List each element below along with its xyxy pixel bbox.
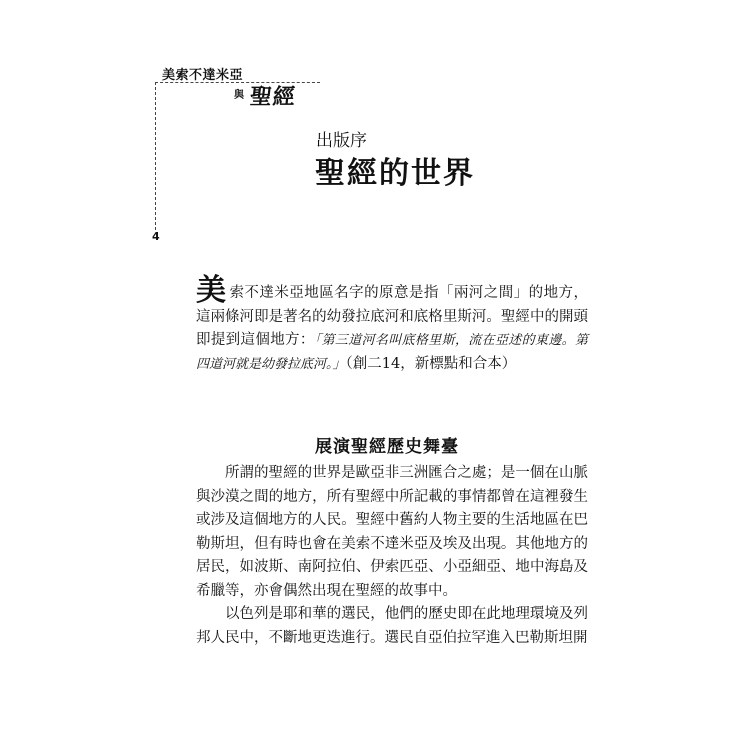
body-paragraph: 所謂的聖經的世界是歐亞非三洲匯合之處；是一個在山脈與沙漠之間的地方，所有聖經中所記載的事情都曾在這裡發生或涉及這個地方的人民。聖經中舊約人物主要的生活地區在巴勒斯坦，但有時也會在美索不達米亞及埃及出現。其他地方的居民，如波斯、南阿拉伯、伊索匹亞、小亞細亞、地中海島及希臘等，亦會偶然出現在聖經的故事中。: [196, 465, 588, 599]
preface-label: 出版序: [316, 131, 367, 151]
drop-cap: 美: [196, 273, 227, 308]
body-paragraph: 以色列是耶和華的選民，他們的歷史即在此地理環境及列邦人民中，不斷地更迭進行。選民自亞伯拉罕進入巴勒斯坦開: [196, 606, 588, 646]
section-heading: 展演聖經歷史舞臺: [315, 437, 459, 457]
intro-text: 索不達米亞地區名字的原意是指「兩河之間」的地方，這兩條河即是著名的幼發拉底河和底格里斯河。聖經中的開頭即提到這個地方：: [196, 285, 589, 348]
margin-rule: [155, 82, 156, 230]
running-header-subtitle: 聖經: [248, 85, 298, 110]
scripture-citation: （創二14，新標點和合本）: [345, 355, 517, 372]
section-body: [196, 462, 588, 650]
intro-paragraph: [196, 273, 589, 376]
page-title: 聖經的世界: [315, 156, 475, 191]
running-header-conjunction: 與: [234, 90, 244, 101]
running-header-title: 美索不達米亞: [162, 68, 244, 83]
page-number: 4: [152, 230, 160, 243]
scripture-quote: 「第三道河名叫底格里斯，流在亞述的東邊。第四道河就是幼發拉底河。」: [196, 333, 588, 372]
